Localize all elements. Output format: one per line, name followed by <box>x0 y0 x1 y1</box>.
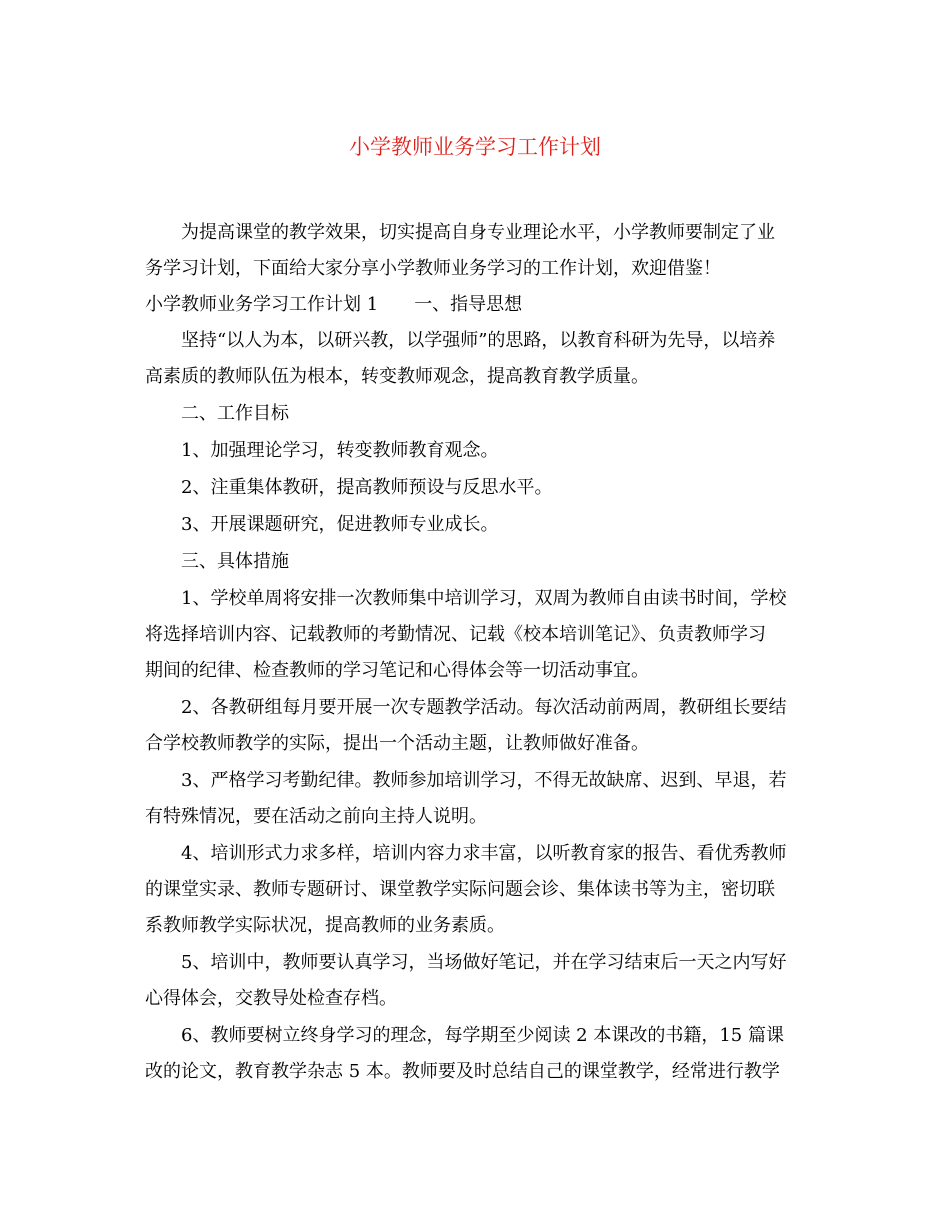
section1-body-line: 坚持“以人为本，以研兴教，以学强师”的思路，以教育科研为先导，以培养 <box>181 330 776 351</box>
goal-item: 1、加强理论学习，转变教师教育观念。 <box>181 440 499 461</box>
measure-line: 4、培训形式力求多样，培训内容力求丰富，以听教育家的报告、看优秀教师 <box>181 843 787 864</box>
measure-line: 期间的纪律、检查教师的学习笔记和心得体会等一切活动事宜。 <box>145 660 649 681</box>
measure-line: 将选择培训内容、记载教师的考勤情况、记载《校本培训笔记》、负责教师学习 <box>145 624 766 645</box>
intro-line: 为提高课堂的教学效果，切实提高自身专业理论水平，小学教师要制定了业 <box>181 222 775 243</box>
goal-item: 3、开展课题研究，促进教师专业成长。 <box>181 514 499 535</box>
section-heading-goals: 二、工作目标 <box>181 403 289 424</box>
measure-line: 6、教师要树立终身学习的理念，每学期至少阅读 2 本课改的书籍，15 篇课 <box>181 1025 784 1046</box>
measure-line: 的课堂实录、教师专题研讨、课堂教学实际问题会诊、集体读书等为主，密切联 <box>145 879 775 900</box>
plan-heading: 小学教师业务学习工作计划 1 <box>145 294 379 315</box>
intro-line: 务学习计划，下面给大家分享小学教师业务学习的工作计划，欢迎借鉴！ <box>145 258 721 279</box>
goal-item: 2、注重集体教研，提高教师预设与反思水平。 <box>181 477 553 498</box>
plan-heading-line <box>145 293 522 317</box>
document-title: 小学教师业务学习工作计划 <box>349 135 601 159</box>
measure-line: 改的论文，教育教学杂志 5 本。教师要及时总结自己的课堂教学，经常进行教学 <box>145 1061 780 1082</box>
measure-line: 2、各教研组每月要开展一次专题教学活动。每次活动前两周，教研组长要结 <box>181 697 787 718</box>
measure-line: 心得体会，交教导处检查存档。 <box>145 988 397 1009</box>
measure-line: 合学校教师教学的实际，提出一个活动主题，让教师做好准备。 <box>145 733 649 754</box>
section-heading-measures: 三、具体措施 <box>181 551 289 572</box>
section1-body-line: 高素质的教师队伍为根本，转变教师观念，提高教育教学质量。 <box>145 366 649 387</box>
measure-line: 1、学校单周将安排一次教师集中培训学习，双周为教师自由读书时间，学校 <box>181 588 787 609</box>
measure-line: 3、严格学习考勤纪律。教师参加培训学习，不得无故缺席、迟到、早退，若 <box>181 770 787 791</box>
measure-line: 5、培训中，教师要认真学习，当场做好笔记，并在学习结束后一天之内写好 <box>181 952 787 973</box>
section-heading-guiding-thought: 一、指导思想 <box>414 294 523 315</box>
measure-line: 系教师教学实际状况，提高教师的业务素质。 <box>145 915 505 936</box>
measure-line: 有特殊情况，要在活动之前向主持人说明。 <box>145 806 487 827</box>
